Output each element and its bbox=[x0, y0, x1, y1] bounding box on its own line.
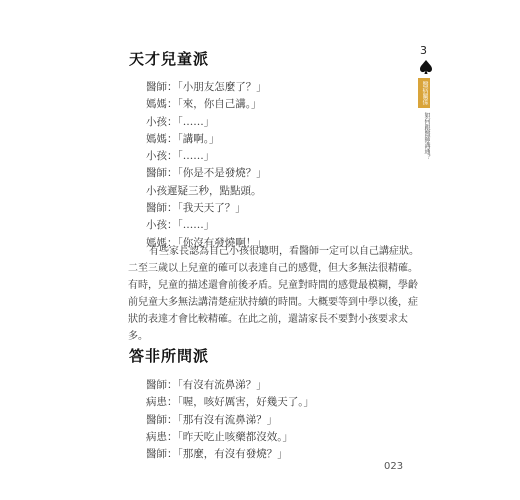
chapter-number: 3 bbox=[420, 44, 427, 57]
page-number: 023 bbox=[384, 461, 404, 472]
paragraph-line: 前兒童大多無法講清楚症狀持續的時間。大概要等到中學以後，症 bbox=[128, 297, 418, 309]
dialog-line: 小孩遲疑三秒，點點頭。 bbox=[146, 184, 262, 197]
chapter-tab: 醫病關係 bbox=[418, 78, 430, 108]
chapter-subtitle: 如何跟醫師溝通？ bbox=[423, 112, 430, 160]
dialog-line: 病患：「喔，咳好厲害，好幾天了。」 bbox=[146, 396, 314, 409]
dialog-line: 媽媽：「講啊。」 bbox=[146, 132, 220, 145]
paragraph-line: 多。 bbox=[128, 331, 148, 343]
body-paragraph bbox=[128, 243, 419, 346]
dialog-line: 醫師：「那有沒有流鼻涕？」 bbox=[146, 413, 278, 426]
dialog-line: 醫師：「有沒有流鼻涕？」 bbox=[146, 379, 267, 391]
paragraph-line: 有時，兒童的描述還會前後矛盾。兒童對時間的感覺最模糊，學齡 bbox=[128, 280, 418, 292]
dialog-line: 醫師：「那麼，有沒有發燒？」 bbox=[146, 448, 288, 461]
paragraph-line: 狀的表達才會比較精確。在此之前，還請家長不要對小孩要求太 bbox=[128, 314, 408, 326]
dialog-line: 醫師：「我天天了？」 bbox=[146, 202, 246, 215]
dialog-line: 媽媽：「來，你自己講。」 bbox=[146, 98, 262, 111]
dialog-block-1 bbox=[146, 79, 267, 252]
dialog-line: 小孩：「……」 bbox=[146, 219, 215, 232]
dialog-block-2 bbox=[146, 377, 314, 463]
spade-icon bbox=[419, 59, 433, 75]
dialog-line: 醫師：「小朋友怎麼了？」 bbox=[146, 81, 267, 93]
section-title-1: 天才兒童派 bbox=[129, 50, 210, 68]
dialog-line: 醫師：「你是不是發燒？」 bbox=[146, 167, 267, 180]
dialog-line: 小孩：「……」 bbox=[146, 150, 215, 163]
dialog-line: 小孩：「……」 bbox=[146, 115, 215, 128]
dialog-line: 媽媽：「你沒有發燒啊！」 bbox=[146, 236, 267, 249]
dialog-line: 病患：「昨天吃止咳藥都沒效。」 bbox=[146, 430, 293, 443]
section-title-2: 答非所問派 bbox=[129, 347, 210, 365]
paragraph-line: 有些家長認為自己小孩很聰明，看醫師一定可以自己講症狀。 bbox=[149, 246, 419, 257]
paragraph-line: 二至三歲以上兒童的確可以表達自己的感覺，但大多無法很精確。 bbox=[128, 263, 418, 275]
